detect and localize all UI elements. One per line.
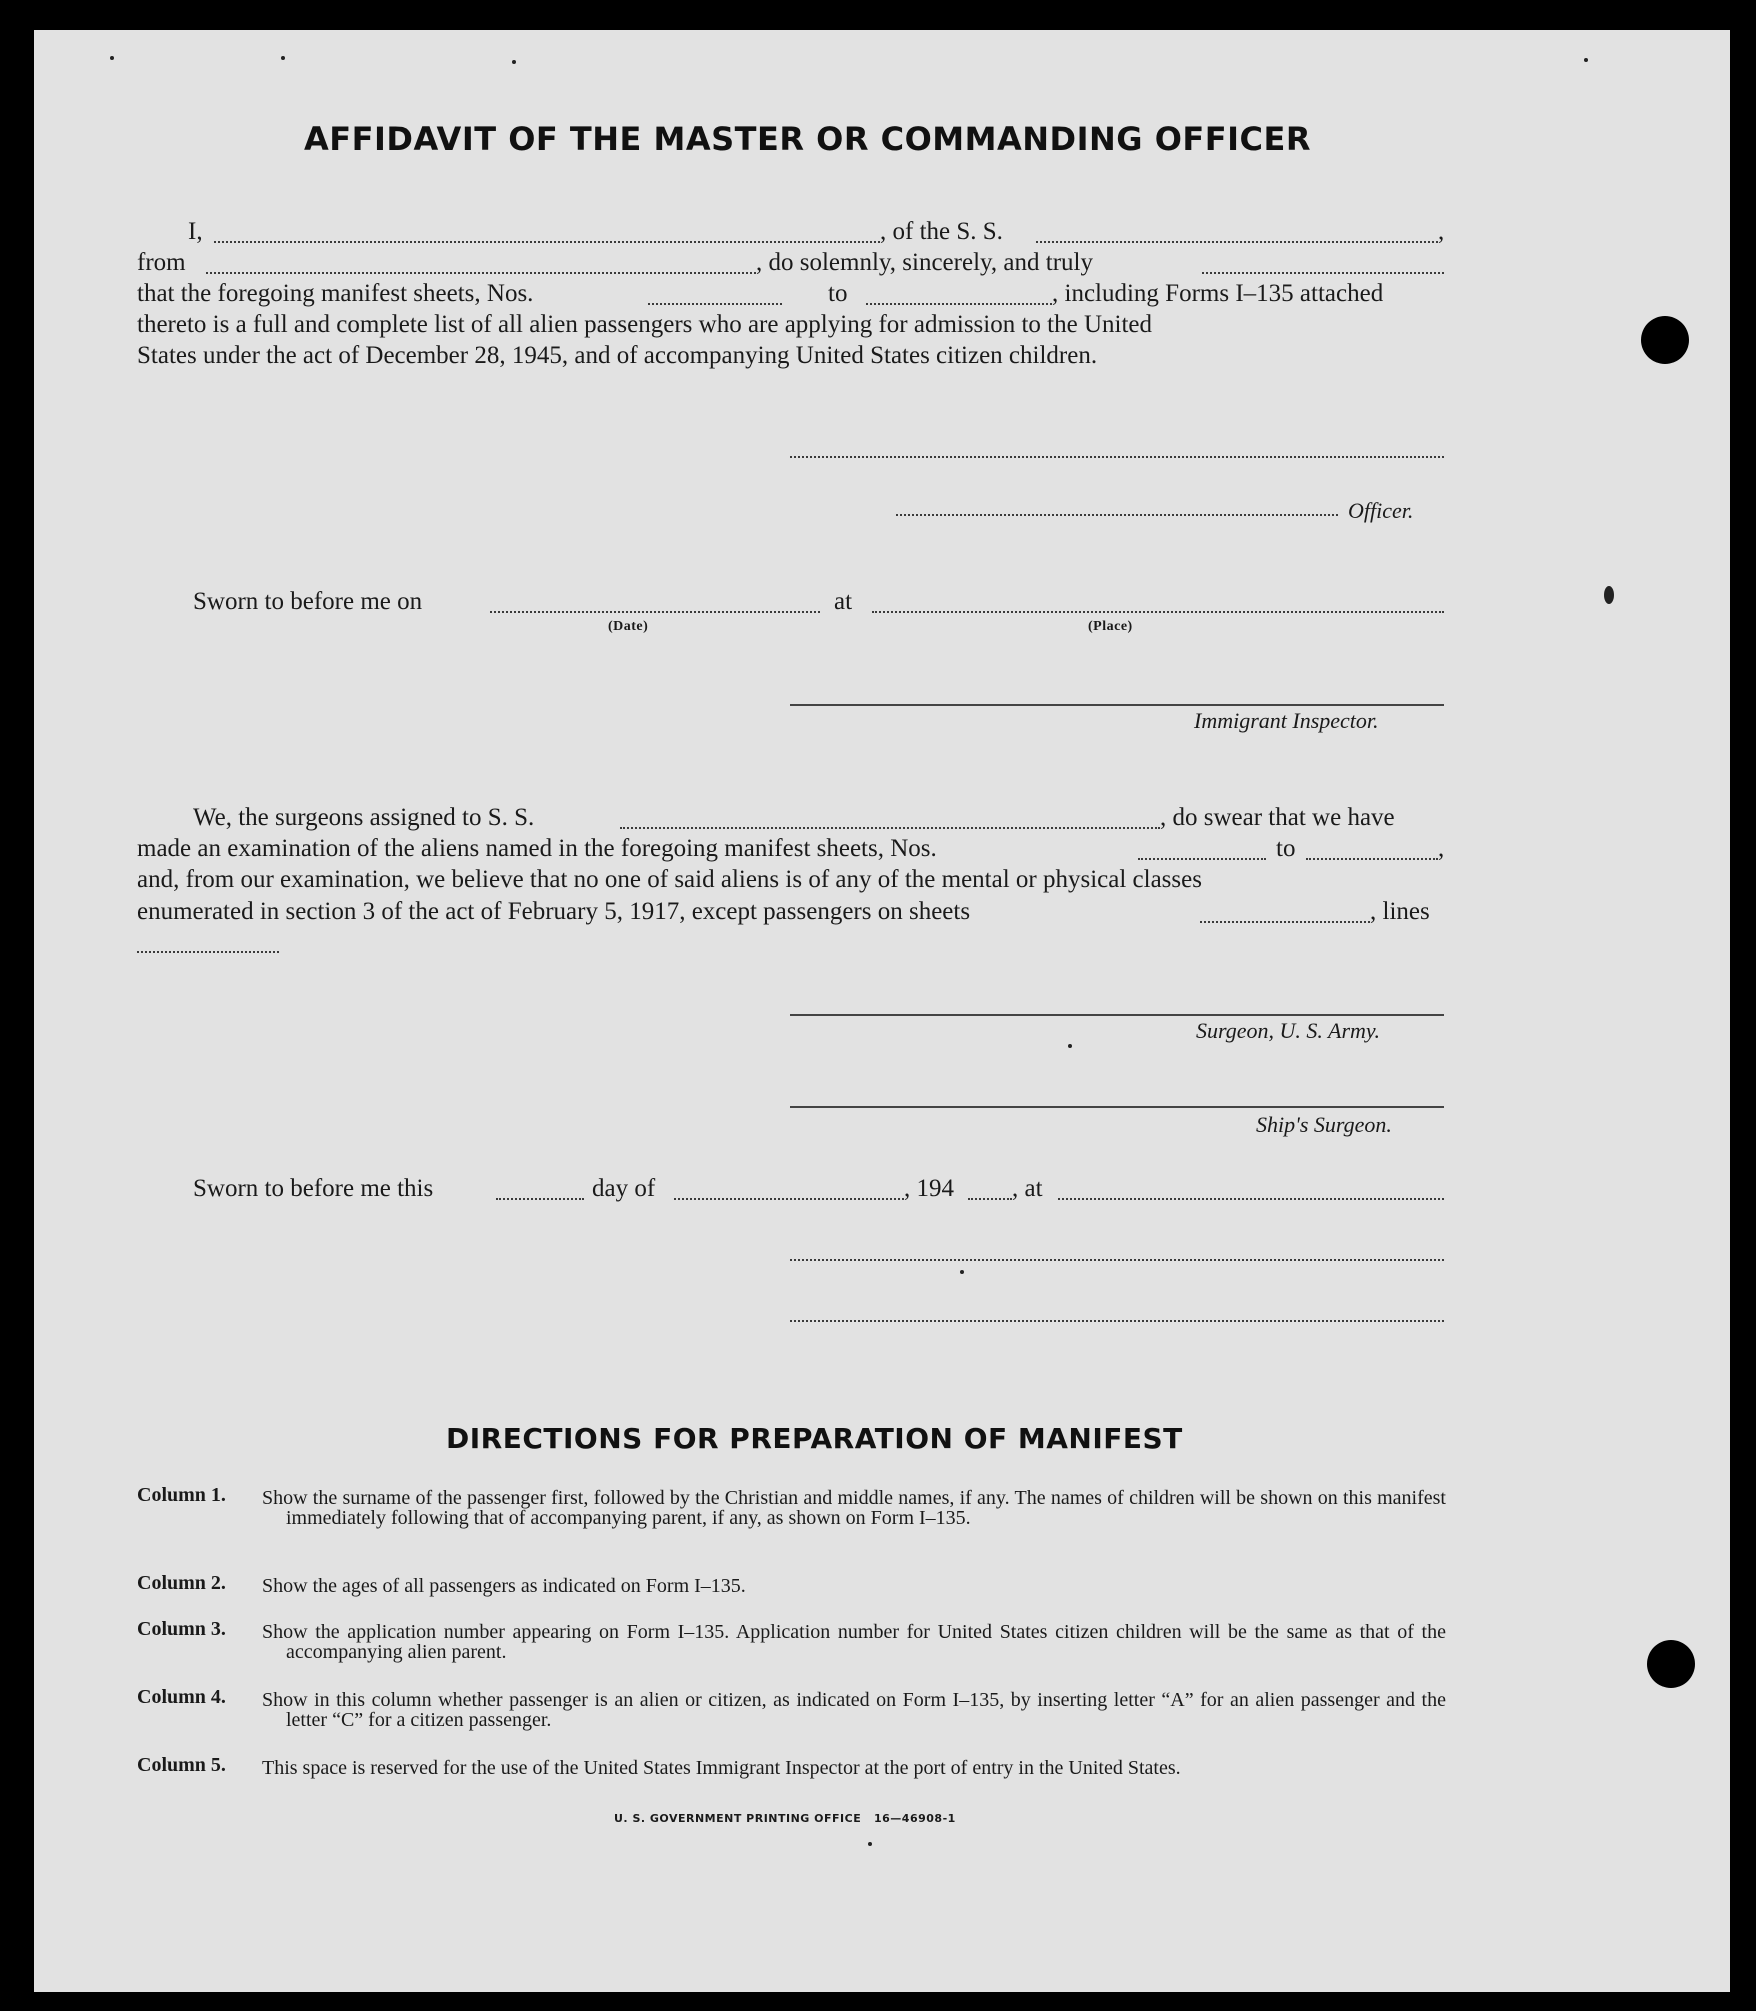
affidavit-i: I, [188,218,203,245]
surgeons-line-2a: made an examination of the aliens named in the foregoing manifest sheets, Nos. [137,835,937,862]
ink-speck [1068,1044,1072,1048]
army-surgeon-signature-line[interactable] [790,1014,1444,1016]
direction-label: Column 3. [137,1618,226,1640]
punch-hole [1641,316,1689,364]
date-caption: (Date) [608,619,649,634]
sworn-at: at [834,588,853,615]
printing-office: U. S. GOVERNMENT PRINTING OFFICE [614,1812,862,1825]
ship-surgeon-label: Ship's Surgeon. [1256,1112,1392,1137]
direction-label: Column 4. [137,1686,226,1708]
sheet-from-field[interactable] [648,303,782,305]
oath-field[interactable] [1202,272,1444,274]
surgeons-line-4a: enumerated in section 3 of the act of February 5, 1917, except passengers on sheets [137,898,971,925]
surgeons-lines-label: , lines [1370,898,1430,925]
sworn-month-field[interactable] [674,1198,904,1200]
ink-speck [110,56,114,60]
sworn-year-prefix: , 194 [904,1175,954,1202]
affidavit-title: AFFIDAVIT OF THE MASTER OR COMMANDING OFFICER [304,120,1311,158]
sworn-at-2: , at [1012,1175,1043,1202]
master-signature-line[interactable] [790,456,1444,458]
surgeons-to: to [1276,835,1296,862]
direction-text: Show the surname of the passenger first, followed by the Christian and middle names, if any. The names of children will be shown on this manifest immediately following that of accompanying parent, if any, as shown on Form I–135. [262,1487,1446,1529]
affidavit-line-4: thereto is a full and complete list of all alien passengers who are applying for admission to the United [137,311,1153,338]
form-code: 16—46908-1 [874,1812,956,1825]
affidavit-including: , including Forms I–135 attached [1052,280,1384,307]
sheet-to-field[interactable] [866,303,1052,305]
direction-text: Show in this column whether passenger is an alien or citizen, as indicated on Form I–135, by inserting letter “A” for an alien passenger and the letter “C” for a citizen passenger. [262,1689,1446,1731]
official-signature-line[interactable] [790,1259,1444,1261]
direction-label: Column 5. [137,1754,226,1776]
surgeon-ship-field[interactable] [620,827,1160,829]
surgeons-line-1b: , do swear that we have [1160,804,1395,831]
affidavit-from: from [137,249,186,276]
place-caption: (Place) [1088,619,1133,634]
army-surgeon-label: Surgeon, U. S. Army. [1196,1018,1380,1043]
surgeons-comma: , [1438,835,1445,862]
officer-signature-line[interactable] [896,514,1338,516]
ink-speck [1584,58,1588,62]
affidavit-swear: , do solemnly, sincerely, and truly [756,249,1093,276]
except-lines-field[interactable] [137,951,279,953]
sworn-before-me-on: Sworn to before me on [193,588,423,615]
sworn-place-field[interactable] [872,611,1444,613]
affidavit-to: to [828,280,848,307]
officer-label: Officer. [1348,498,1414,523]
sworn-date-field[interactable] [490,611,820,613]
ink-speck [281,56,285,60]
surgeons-line-1a: We, the surgeons assigned to S. S. [193,804,535,831]
sworn-year-field[interactable] [968,1198,1012,1200]
ship-surgeon-signature-line[interactable] [790,1106,1444,1108]
official-title-line[interactable] [790,1320,1444,1322]
ink-speck [960,1270,964,1274]
direction-label: Column 2. [137,1572,226,1594]
affidavit-comma: , [1438,218,1445,245]
inspector-signature-line[interactable] [790,704,1444,706]
surgeon-sheet-to-field[interactable] [1306,858,1438,860]
ink-speck [868,1842,872,1846]
ink-speck [1604,586,1614,604]
affidavit-manifest-nos: that the foregoing manifest sheets, Nos. [137,280,534,307]
surgeon-sheet-from-field[interactable] [1138,858,1266,860]
direction-text: Show the ages of all passengers as indicated on Form I–135. [262,1575,746,1597]
affidavit-of-ss: , of the S. S. [880,218,1003,245]
surgeons-line-3: and, from our examination, we believe that no one of said aliens is of any of the mental or physical classes [137,866,1202,893]
port-from-field[interactable] [206,272,756,274]
punch-hole [1647,1640,1695,1688]
sworn-place-field-2[interactable] [1058,1198,1444,1200]
directions-title: DIRECTIONS FOR PREPARATION OF MANIFEST [446,1422,1183,1455]
sworn-before-me-this: Sworn to before me this [193,1175,434,1202]
ink-speck [512,60,516,64]
sworn-day-field[interactable] [496,1198,584,1200]
inspector-label: Immigrant Inspector. [1194,708,1379,733]
affidavit-line-5: States under the act of December 28, 1945, and of accompanying United States citizen children. [137,342,1098,369]
direction-text: Show the application number appearing on Form I–135. Application number for United States citizen children will be the same as that of the accompanying alien parent. [262,1621,1446,1663]
except-sheets-field[interactable] [1200,921,1370,923]
master-name-field[interactable] [214,241,880,243]
direction-text: This space is reserved for the use of the United States Immigrant Inspector at the port of entry in the United States. [262,1757,1181,1779]
direction-label: Column 1. [137,1484,226,1506]
sworn-day-of: day of [592,1175,656,1202]
ship-name-field[interactable] [1036,241,1438,243]
